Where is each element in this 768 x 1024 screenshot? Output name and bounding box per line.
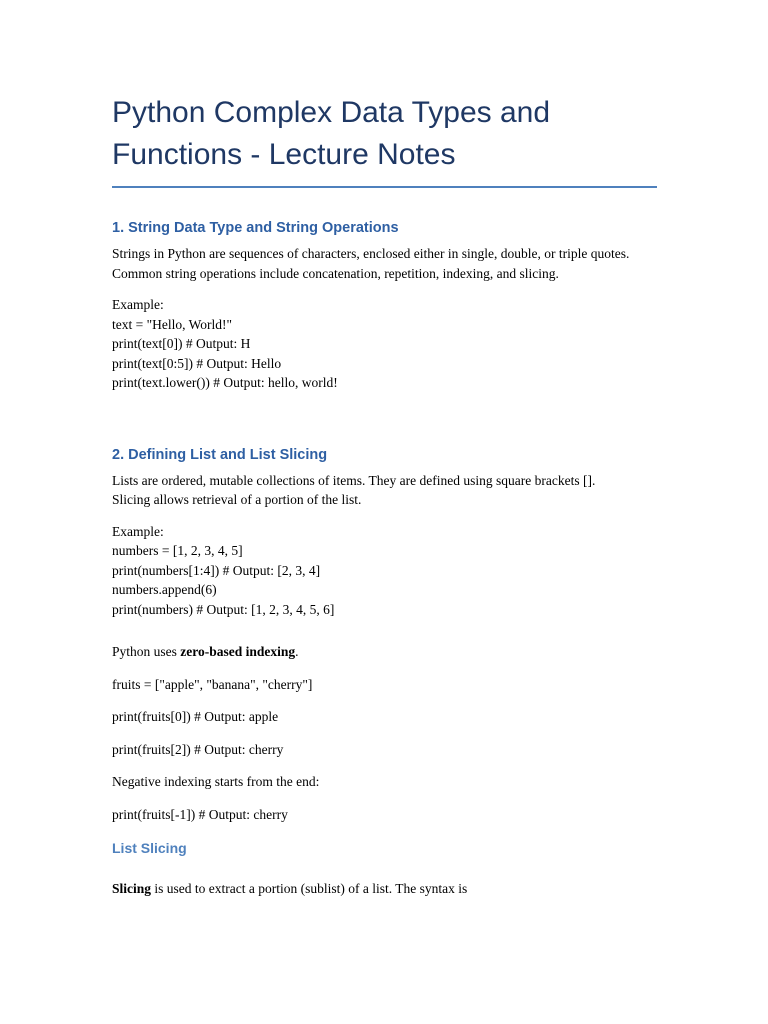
code-line: numbers.append(6) [112,582,217,597]
section-1-example-label: Example: [112,297,164,312]
section-list-slicing [112,445,657,825]
section-1-heading: 1. String Data Type and String Operations [112,220,399,236]
document-page [112,92,657,899]
section-string-data-type [112,218,657,393]
section-1-paragraph-1: Strings in Python are sequences of characters, enclosed either in single, double, or triple quotes. [112,246,630,261]
section-1-paragraph-2: Common string operations include concatenation, repetition, indexing, and slicing. [112,265,559,281]
slicing-bold-term: Slicing [112,881,152,896]
title-divider [112,186,657,188]
document-title [112,92,657,186]
subsection-list-slicing [112,838,657,899]
fruits-index-0: print(fruits[0]) # Output: apple [112,709,279,724]
code-line: print(text.lower()) # Output: hello, world! [112,375,338,390]
fruits-definition: fruits = ["apple", "banana", "cherry"] [112,676,313,692]
section-2-paragraph-2: Slicing allows retrieval of a portion of the list. [112,492,362,507]
code-line: print(text[0]) # Output: H [112,336,251,351]
code-line: print(numbers[1:4]) # Output: [2, 3, 4] [112,562,321,578]
title-line-1: Python Complex Data Types and [112,96,551,129]
code-line: print(text[0:5]) # Output: Hello [112,355,282,371]
code-line: numbers = [1, 2, 3, 4, 5] [112,543,243,558]
section-2-example-label: Example: [112,523,164,539]
code-line: print(numbers) # Output: [1, 2, 3, 4, 5, 6] [112,601,335,617]
section-2-code-block [112,541,657,619]
section-2-paragraph-1: Lists are ordered, mutable collections of items. They are defined using square brackets []. [112,472,596,488]
section-1-code-block [112,315,657,393]
slicing-description: Slicing is used to extract a portion (sublist) of a list. The syntax is [112,881,468,896]
fruits-negative-index: print(fruits[-1]) # Output: cherry [112,806,288,822]
code-line: text = "Hello, World!" [112,316,233,332]
list-slicing-heading: List Slicing [112,840,187,856]
title-line-2: Functions - Lecture Notes [112,138,456,171]
indexing-bold-term: zero-based indexing [180,644,296,659]
negative-indexing-note: Negative indexing starts from the end: [112,774,320,789]
section-2-heading: 2. Defining List and List Slicing [112,446,328,463]
fruits-index-2: print(fruits[2]) # Output: cherry [112,741,284,757]
indexing-note: Python uses zero-based indexing. [112,644,299,659]
